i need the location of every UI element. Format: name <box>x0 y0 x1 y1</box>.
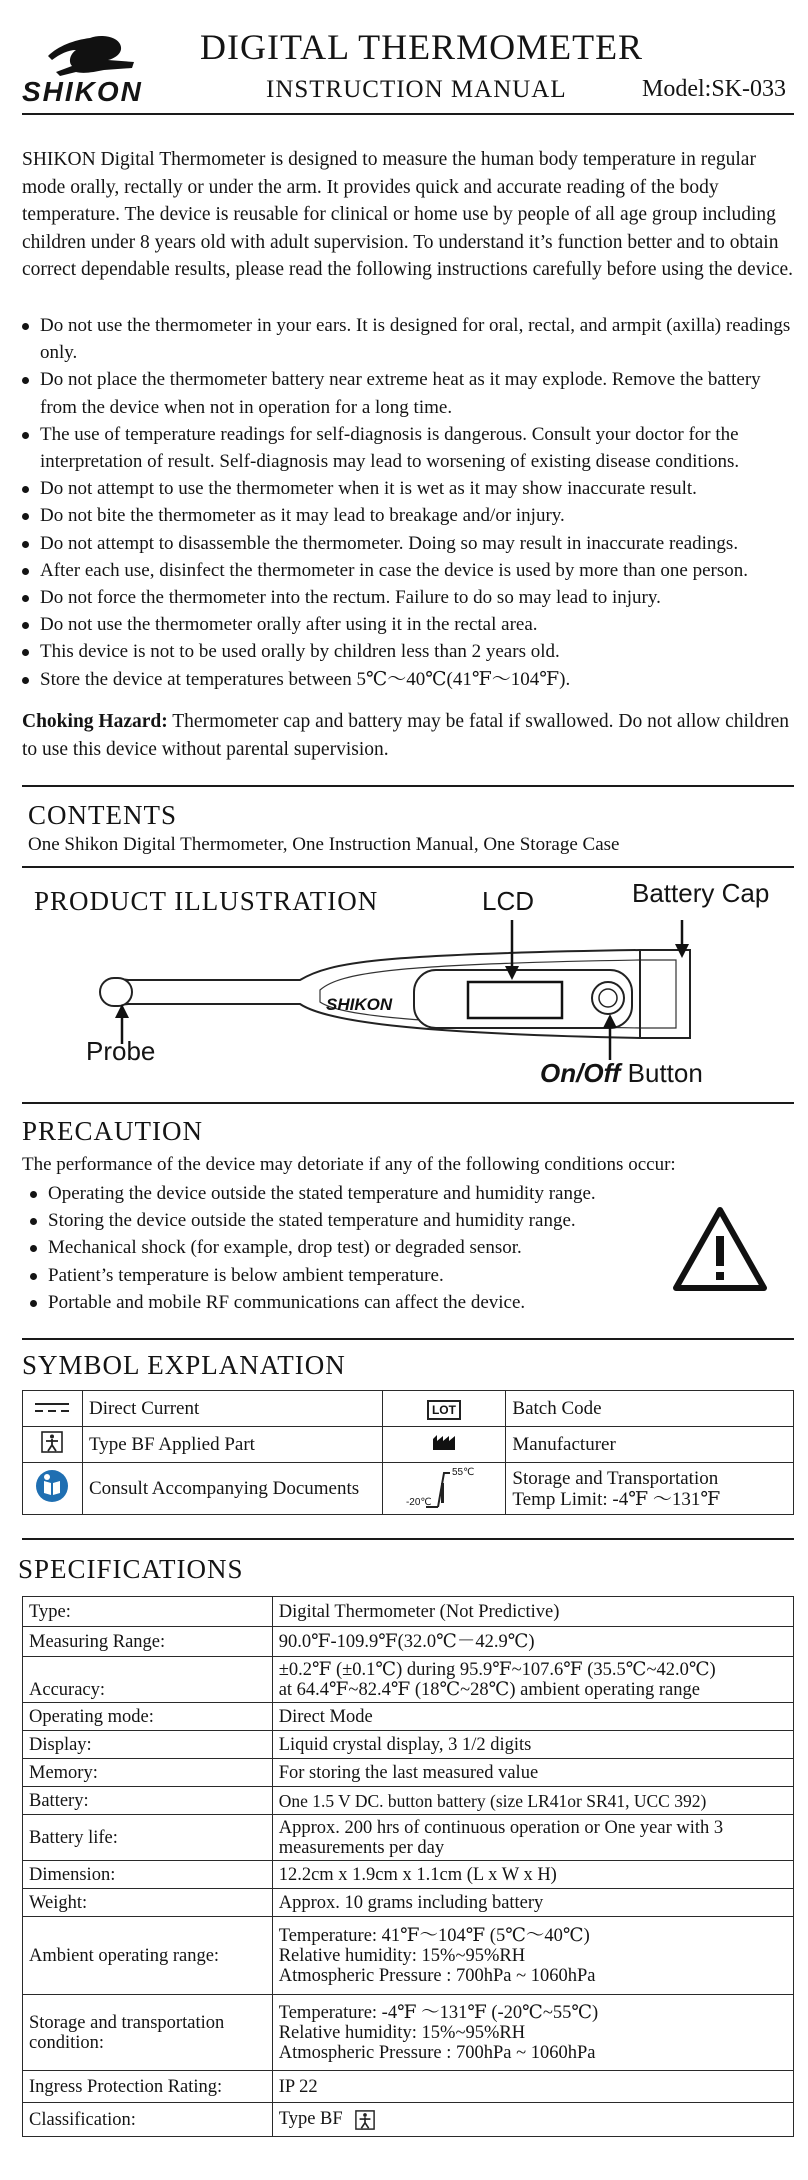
spec-row <box>23 1917 794 1995</box>
spec-value-line: Relative humidity: 15%~95%RH <box>278 1945 526 1966</box>
spec-label: Weight: <box>23 1889 273 1917</box>
spec-value: One 1.5 V DC. button battery (size LR41or SR41, UCC 392) <box>272 1787 793 1815</box>
spec-value-line: ±0.2℉ (±0.1℃) during 95.9℉~107.6℉ (35.5℃~42.0℃) <box>278 1659 716 1680</box>
consult-documents-icon <box>23 1463 83 1515</box>
lcd-screen <box>468 982 562 1018</box>
contents-title: CONTENTS <box>28 800 177 830</box>
spec-row <box>23 1861 794 1889</box>
symbol-desc-line: Storage and Transportation <box>512 1467 719 1489</box>
spec-label: Type: <box>23 1597 273 1627</box>
model-number: Model:SK-033 <box>642 76 786 102</box>
brand-logo <box>20 32 170 107</box>
spec-row <box>23 1627 794 1657</box>
spec-row <box>23 1759 794 1787</box>
divider <box>22 785 794 787</box>
precaution-intro: The performance of the device may detoriate if any of the following conditions occur: <box>22 1154 676 1175</box>
type-bf-icon <box>355 2110 375 2130</box>
spec-value <box>272 2103 793 2137</box>
warning-item: Do not use the thermometer orally after using it in the rectal area. <box>22 611 802 638</box>
spec-label-line: condition: <box>29 2032 105 2053</box>
spec-value-line: Relative humidity: 15%~95%RH <box>278 2022 526 2043</box>
temperature-limit-icon <box>382 1463 506 1515</box>
spec-row <box>23 1597 794 1627</box>
precaution-item: Patient’s temperature is below ambient temperature. <box>30 1262 650 1289</box>
spec-row <box>23 1657 794 1703</box>
precaution-item: Mechanical shock (for example, drop test) or degraded sensor. <box>30 1234 650 1261</box>
thermometer-logo: SHIKON <box>326 995 393 1014</box>
symbol-row <box>23 1391 794 1427</box>
spec-value: IP 22 <box>272 2071 793 2103</box>
precaution-title: PRECAUTION <box>22 1116 204 1146</box>
thermometer-illustration <box>0 920 808 1070</box>
spec-value: Approx. 10 grams including battery <box>272 1889 793 1917</box>
warning-item: Do not attempt to use the thermometer when it is wet as it may show inaccurate result. <box>22 475 802 502</box>
spec-value-line: at 64.4℉~82.4℉ (18℃~28℃) ambient operating range <box>278 1679 700 1700</box>
spec-label: Ingress Protection Rating: <box>23 2071 273 2103</box>
symbol-row <box>23 1427 794 1463</box>
warning-item: Do not place the thermometer battery near extreme heat as it may explode. Remove the battery from the device when not in operation for a long time. <box>22 366 802 420</box>
temp-limit-low: -20℃ <box>405 1496 432 1508</box>
intro-paragraph: SHIKON Digital Thermometer is designed to measure the human body temperature in regular mode orally, rectally or under the arm. It provides quick and accurate reading of the body temperature. The device is reusable for clinical or home use by people of all age group including children under 8 years old with adult supervision. To understand it’s function better and to obtain correct dependable results, please read the following instructions carefully before using the device. <box>22 149 794 280</box>
spec-value-line: Atmospheric Pressure : 700hPa ~ 1060hPa <box>278 1965 596 1986</box>
divider <box>22 1538 794 1540</box>
specs-table <box>22 1596 794 2137</box>
symbol-desc: Consult Accompanying Documents <box>82 1463 382 1515</box>
warning-item: After each use, disinfect the thermometer in case the device is used by more than one person. <box>22 557 802 584</box>
contents-text: One Shikon Digital Thermometer, One Instruction Manual, One Storage Case <box>28 834 620 855</box>
spec-value-line: Approx. 200 hrs of continuous operation or One year with 3 <box>278 1817 724 1838</box>
choking-hazard-text: Thermometer cap and battery may be fatal if swallowed. Do not allow children to use this device without parental supervision. <box>22 711 789 760</box>
warning-item: Do not use the thermometer in your ears. It is designed for oral, rectal, and armpit (axilla) readings only. <box>22 312 802 366</box>
spec-value-line: Atmospheric Pressure : 700hPa ~ 1060hPa <box>278 2042 596 2063</box>
warning-item: Store the device at temperatures between 5℃～40℃(41℉～104℉). <box>22 666 802 693</box>
probe-tip <box>100 978 132 1006</box>
spec-label: Operating mode: <box>23 1703 273 1731</box>
spec-label-line: Storage and transportation <box>29 2012 225 2033</box>
spec-value: Liquid crystal display, 3 1/2 digits <box>272 1731 793 1759</box>
spec-row <box>23 1787 794 1815</box>
symbol-desc: Manufacturer <box>506 1427 794 1463</box>
warning-item: Do not attempt to disassemble the thermometer. Doing so may result in inaccurate readings. <box>22 530 802 557</box>
spec-row <box>23 2103 794 2137</box>
spec-value <box>272 1917 793 1995</box>
warning-item: Do not bite the thermometer as it may lead to breakage and/or injury. <box>22 502 802 529</box>
warning-item: This device is not to be used orally by children less than 2 years old. <box>22 638 802 665</box>
spec-label: Classification: <box>23 2103 273 2137</box>
choking-hazard <box>22 708 794 763</box>
precaution-item: Operating the device outside the stated temperature and humidity range. <box>30 1180 650 1207</box>
symbol-desc: Batch Code <box>506 1391 794 1427</box>
spec-value: Digital Thermometer (Not Predictive) <box>272 1597 793 1627</box>
brand-name: SHIKON <box>22 76 143 107</box>
specs-title: SPECIFICATIONS <box>18 1554 244 1584</box>
symbol-desc: Direct Current <box>82 1391 382 1427</box>
type-bf-icon <box>23 1427 83 1463</box>
precaution-list <box>30 1180 650 1316</box>
spec-value: Direct Mode <box>272 1703 793 1731</box>
spec-label: Ambient operating range: <box>23 1917 273 1995</box>
spec-value <box>272 1995 793 2071</box>
onoff-label: On/Off <box>540 1058 621 1088</box>
precaution-item: Portable and mobile RF communications can affect the device. <box>30 1289 650 1316</box>
spec-row <box>23 1995 794 2071</box>
symbols-title: SYMBOL EXPLANATION <box>22 1350 346 1380</box>
warning-item: Do not force the thermometer into the rectum. Failure to do so may lead to injury. <box>22 584 802 611</box>
divider <box>22 866 794 868</box>
precaution-item: Storing the device outside the stated temperature and humidity range. <box>30 1207 650 1234</box>
button-label: Button <box>627 1058 703 1088</box>
lot-icon-text: LOT <box>427 1400 461 1420</box>
spec-label: Dimension: <box>23 1861 273 1889</box>
spec-row <box>23 1731 794 1759</box>
symbol-desc <box>506 1463 794 1515</box>
warning-item: The use of temperature readings for self-diagnosis is dangerous. Consult your doctor for the interpretation of result. Self-diagnosis may lead to worsening of existing disease conditions. <box>22 421 802 475</box>
spec-value <box>272 1815 793 1861</box>
header-divider <box>22 113 794 115</box>
spec-value-line: Temperature: 41℉～104℉ (5℃～40℃) <box>278 1925 590 1946</box>
spec-label: Measuring Range: <box>23 1627 273 1657</box>
spec-value-line: Temperature: -4℉ ～131℉ (-20℃~55℃) <box>278 2002 599 2023</box>
spec-label: Display: <box>23 1731 273 1759</box>
power-button <box>592 982 624 1014</box>
direct-current-icon <box>23 1391 83 1427</box>
spec-value: 12.2cm x 1.9cm x 1.1cm (L x W x H) <box>272 1861 793 1889</box>
spec-row <box>23 2071 794 2103</box>
spec-value: For storing the last measured value <box>272 1759 793 1787</box>
probe-label: Probe <box>86 1036 156 1066</box>
spec-row <box>23 1815 794 1861</box>
symbol-row <box>23 1463 794 1515</box>
divider <box>22 1102 794 1104</box>
spec-value-line: measurements per day <box>278 1837 445 1858</box>
divider <box>22 1338 794 1340</box>
spec-value-text: Type BF <box>278 2109 343 2130</box>
lcd-label: LCD <box>482 886 535 916</box>
illustration-title: PRODUCT ILLUSTRATION <box>34 886 379 916</box>
spec-label: Battery: <box>23 1787 273 1815</box>
choking-hazard-label: Choking Hazard: <box>22 711 168 732</box>
spec-label <box>23 1995 273 2071</box>
symbol-desc: Type BF Applied Part <box>82 1427 382 1463</box>
battery-cap-label: Battery Cap <box>632 878 770 908</box>
warning-triangle-icon <box>672 1204 768 1294</box>
spec-row <box>23 1889 794 1917</box>
spec-row <box>23 1703 794 1731</box>
page-title: DIGITAL THERMOMETER <box>200 27 644 67</box>
lot-icon <box>382 1391 506 1427</box>
spec-label: Accuracy: <box>23 1657 273 1703</box>
spec-label: Battery life: <box>23 1815 273 1861</box>
manufacturer-icon <box>382 1427 506 1463</box>
symbols-table <box>22 1390 794 1515</box>
page-subtitle: INSTRUCTION MANUAL <box>266 76 567 103</box>
spec-value: 90.0℉-109.9℉(32.0℃－42.9℃) <box>272 1627 793 1657</box>
spec-label: Memory: <box>23 1759 273 1787</box>
symbol-desc-line: Temp Limit: -4℉ ～131℉ <box>512 1488 721 1510</box>
warning-list <box>22 312 802 693</box>
temp-limit-high: 55℃ <box>451 1466 475 1478</box>
spec-value <box>272 1657 793 1703</box>
